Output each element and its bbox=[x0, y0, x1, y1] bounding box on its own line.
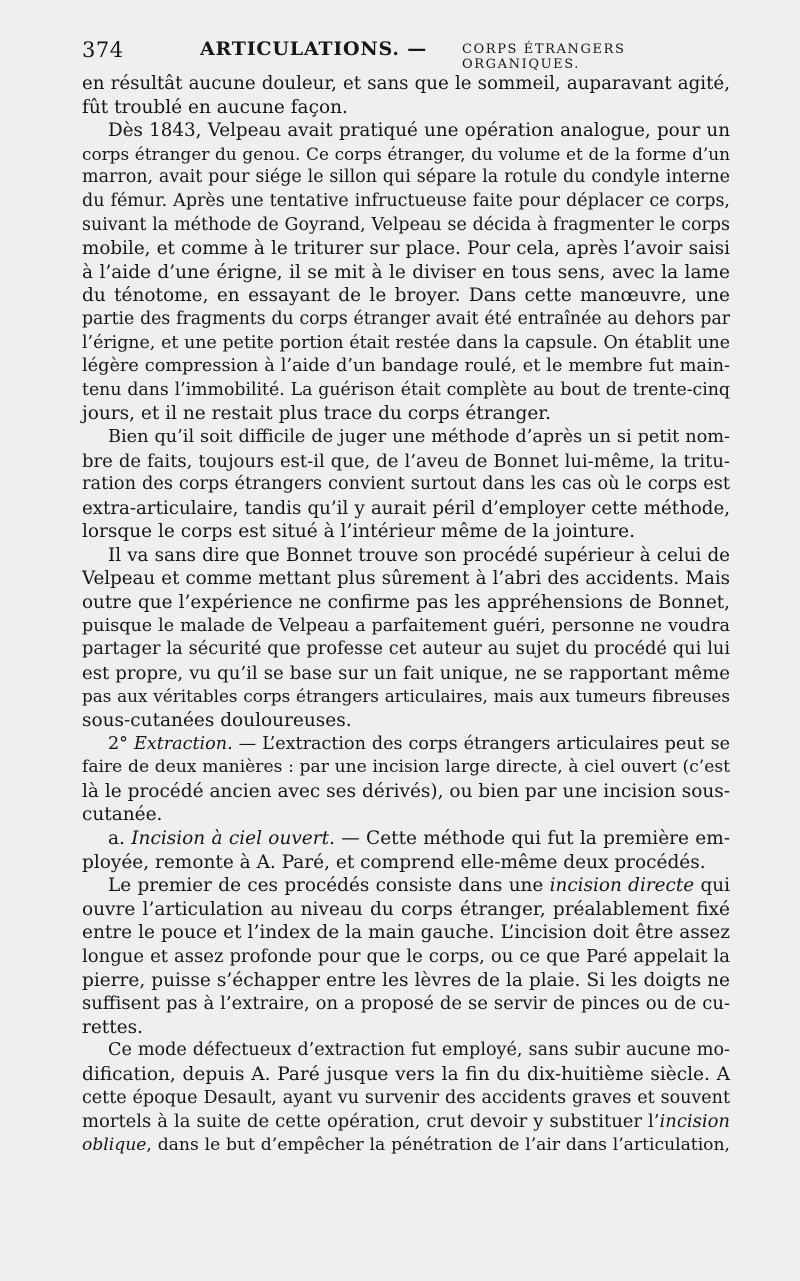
text-line: pas aux véritables corps étrangers articulaires, mais aux tumeurs fibreuses bbox=[82, 686, 730, 707]
text-line: jours, et il ne restait plus trace du corps étranger. bbox=[82, 403, 551, 425]
text-line: suffisent pas à l’extraire, on a proposé de se servir de pinces ou de cu- bbox=[82, 993, 730, 1015]
text-segment: — L’extraction des corps étrangers articulaires peut se bbox=[232, 733, 730, 754]
text-segment: , dans le but d’empêcher la pénétration de l’air dans l’articulation, bbox=[146, 1134, 730, 1155]
text-line bbox=[82, 733, 730, 757]
text-line: longue et assez profonde pour que le corps, ou ce que Paré appelait la bbox=[82, 945, 730, 967]
page-header bbox=[82, 38, 732, 72]
text-segment: 2° bbox=[108, 733, 134, 754]
text-line: faire de deux manières : par une incision large directe, à ciel ouvert (c’est bbox=[82, 757, 730, 778]
italic-text: incision bbox=[659, 1111, 730, 1133]
text-line: partager la sécurité que professe cet auteur au sujet du procédé qui lui bbox=[82, 639, 730, 660]
text-line: ration des corps étrangers convient surtout dans les cas où le corps est bbox=[82, 474, 730, 495]
text-line bbox=[82, 1134, 730, 1158]
text-line: du fémur. Après une tentative infructueuse faite pour déplacer ce corps, bbox=[82, 190, 730, 211]
text-line: Velpeau et comme mettant plus sûrement à l’abri des accidents. Mais bbox=[82, 568, 730, 590]
text-line: corps étranger du genou. Ce corps étranger, du volume et de la forme d’un bbox=[82, 143, 730, 164]
text-line bbox=[82, 827, 730, 851]
text-segment: — Cette méthode qui fut la première em- bbox=[334, 828, 730, 849]
text-line: entre le pouce et l’index de la main gauche. L’incision doit être assez bbox=[82, 922, 730, 944]
body-text bbox=[82, 72, 730, 1157]
text-line: pierre, puisse s’échapper entre les lèvres de la plaie. Si les doigts ne bbox=[82, 969, 730, 991]
italic-text: oblique bbox=[82, 1134, 147, 1155]
text-line: ouvre l’articulation au niveau du corps étranger, préalablement fixé bbox=[82, 898, 730, 920]
text-line: Il va sans dire que Bonnet trouve son procédé supérieur à celui de bbox=[108, 544, 730, 566]
text-line: du ténotome, en essayant de le broyer. Dans cette manœuvre, une bbox=[82, 285, 730, 307]
running-head-subtitle: CORPS ÉTRANGERS ORGANIQUES. bbox=[462, 42, 626, 72]
text-line: outre que l’expérience ne confirme pas les appréhensions de Bonnet, bbox=[82, 592, 730, 614]
text-line: cette époque Desault, ayant vu survenir des accidents graves et souvent bbox=[82, 1087, 730, 1108]
text-line: tenu dans l’immobilité. La guérison était complète au bout de trente-cinq bbox=[82, 379, 730, 400]
text-line: rettes. bbox=[82, 1016, 143, 1038]
text-segment: Le premier de ces procédés consiste dans une bbox=[108, 875, 550, 897]
text-line: l’érigne, et une petite portion était restée dans la capsule. On établit une bbox=[82, 332, 730, 353]
text-line: sous-cutanées douloureuses. bbox=[82, 710, 352, 732]
text-line: est propre, vu qu’il se base sur un fait unique, ne se rapportant même bbox=[82, 662, 730, 684]
text-line: à l’aide d’une érigne, il se mit à le diviser en tous sens, avec la lame bbox=[82, 261, 730, 283]
text-line: marron, avait pour siége le sillon qui sépare la rotule du condyle interne bbox=[82, 167, 730, 188]
text-line: fût troublé en aucune façon. bbox=[82, 96, 348, 118]
text-segment: mortels à la suite de cette opération, crut devoir y substituer l’ bbox=[82, 1111, 660, 1133]
text-segment: qui bbox=[694, 875, 730, 897]
running-head-title: ARTICULATIONS. bbox=[200, 38, 400, 60]
text-line: dification, depuis A. Paré jusque vers la fin du dix-huitième siècle. A bbox=[82, 1063, 730, 1085]
text-line: en résultât aucune douleur, et sans que le sommeil, auparavant agité, bbox=[82, 73, 730, 94]
text-line: Bien qu’il soit difficile de juger une méthode d’après un si petit nom- bbox=[108, 426, 730, 447]
text-segment: a. bbox=[108, 828, 132, 849]
page-number: 374 bbox=[82, 38, 124, 62]
italic-text: Extraction. bbox=[133, 733, 233, 754]
text-line: extra-articulaire, tandis qu’il y aurait péril d’employer cette méthode, bbox=[82, 497, 730, 519]
text-line: puisque le malade de Velpeau a parfaitement guéri, personne ne voudra bbox=[82, 615, 730, 636]
text-line: mobile, et comme à le triturer sur place. Pour cela, après l’avoir saisi bbox=[82, 238, 730, 260]
running-head-separator: — bbox=[407, 38, 428, 60]
italic-text: Incision à ciel ouvert. bbox=[131, 828, 335, 849]
text-line: Dès 1843, Velpeau avait pratiqué une opération analogue, pour un bbox=[108, 120, 730, 142]
text-line: légère compression à l’aide d’un bandage roulé, et le membre fut main- bbox=[82, 356, 730, 377]
text-line: ployée, remonte à A. Paré, et comprend elle-même deux procédés. bbox=[82, 851, 706, 873]
text-line: lorsque le corps est situé à l’intérieur même de la jointure. bbox=[82, 521, 635, 543]
italic-text: incision directe bbox=[549, 875, 695, 897]
text-line: cutanée. bbox=[82, 804, 163, 826]
running-head bbox=[200, 38, 427, 60]
text-line: Ce mode défectueux d’extraction fut employé, sans subir aucune mo- bbox=[108, 1040, 730, 1061]
text-line bbox=[82, 1110, 730, 1134]
text-line bbox=[82, 874, 730, 898]
text-line: là le procédé ancien avec ses dérivés), ou bien par une incision sous- bbox=[82, 780, 730, 802]
text-line: partie des fragments du corps étranger avait été entraînée au dehors par bbox=[82, 308, 730, 329]
text-line: bre de faits, toujours est-il que, de l’aveu de Bonnet lui-même, la tritu- bbox=[82, 450, 730, 472]
text-line: suivant la méthode de Goyrand, Velpeau se décida à fragmenter le corps bbox=[82, 214, 730, 235]
